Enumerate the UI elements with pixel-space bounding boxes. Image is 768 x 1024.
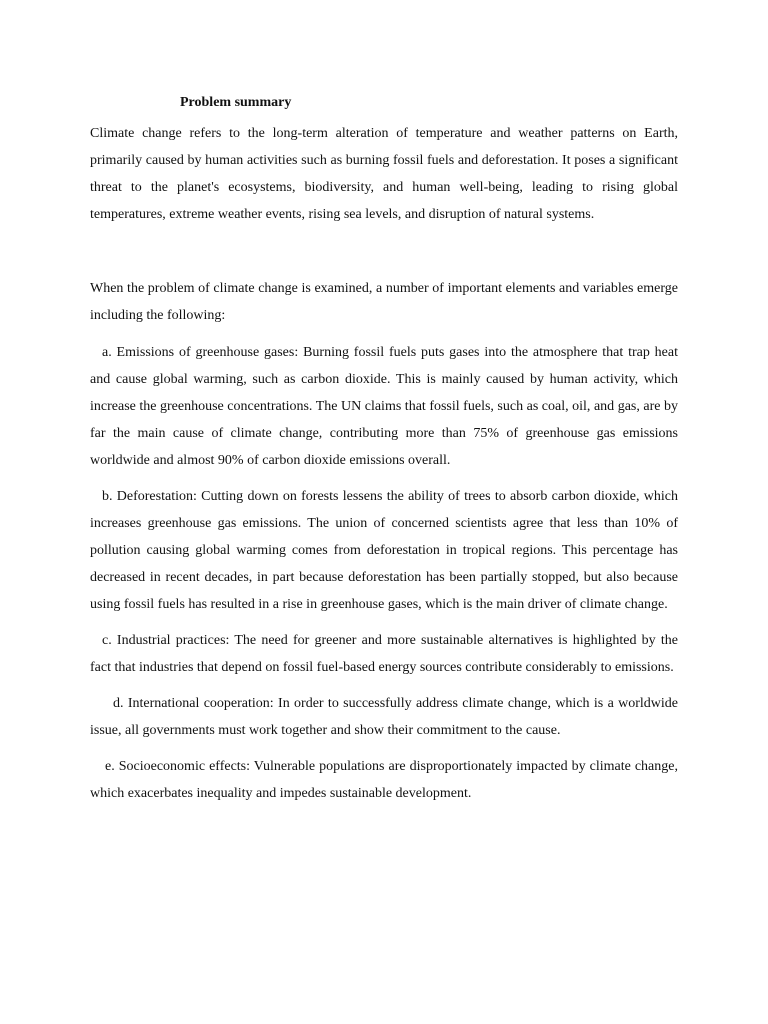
section-heading: Problem summary xyxy=(180,95,292,110)
list-item-b: b. Deforestation: Cutting down on forests lessens the ability of trees to absorb carbon dioxide, which increases greenhouse gas emissions. The union of concerned scientists agree that less than 10% of pollution causing global warming comes from deforestation in tropical regions. This percentage has decreased in recent decades, in part because deforestation has been partially stopped, but also because using fossil fuels has resulted in a rise in greenhouse gases, which is the main driver of climate change. xyxy=(90,489,678,612)
summary-paragraph: Climate change refers to the long-term alteration of temperature and weather patterns on Earth, primarily caused by human activities such as burning fossil fuels and deforestation. It poses a significant threat to the planet's ecosystems, biodiversity, and human well-being, leading to rising global temperatures, extreme weather events, rising sea levels, and disruption of natural systems. xyxy=(90,126,678,222)
list-item-a: a. Emissions of greenhouse gases: Burning fossil fuels puts gases into the atmosphere that trap heat and cause global warming, such as carbon dioxide. This is mainly caused by human activity, which increase the greenhouse concentrations. The UN claims that fossil fuels, such as coal, oil, and gas, are by far the main cause of climate change, contributing more than 75% of greenhouse gas emissions worldwide and almost 90% of carbon dioxide emissions overall. xyxy=(90,345,678,468)
list-item-d: d. International cooperation: In order to successfully address climate change, which is a worldwide issue, all governments must work together and show their commitment to the cause. xyxy=(90,696,678,738)
intro-paragraph: When the problem of climate change is examined, a number of important elements and variables emerge including the following: xyxy=(90,281,678,323)
list-item-e: e. Socioeconomic effects: Vulnerable populations are disproportionately impacted by climate change, which exacerbates inequality and impedes sustainable development. xyxy=(90,759,678,801)
document-page xyxy=(90,90,678,816)
list-item-c: c. Industrial practices: The need for greener and more sustainable alternatives is highlighted by the fact that industries that depend on fossil fuel-based energy sources contribute considerably to emissions. xyxy=(90,633,678,675)
